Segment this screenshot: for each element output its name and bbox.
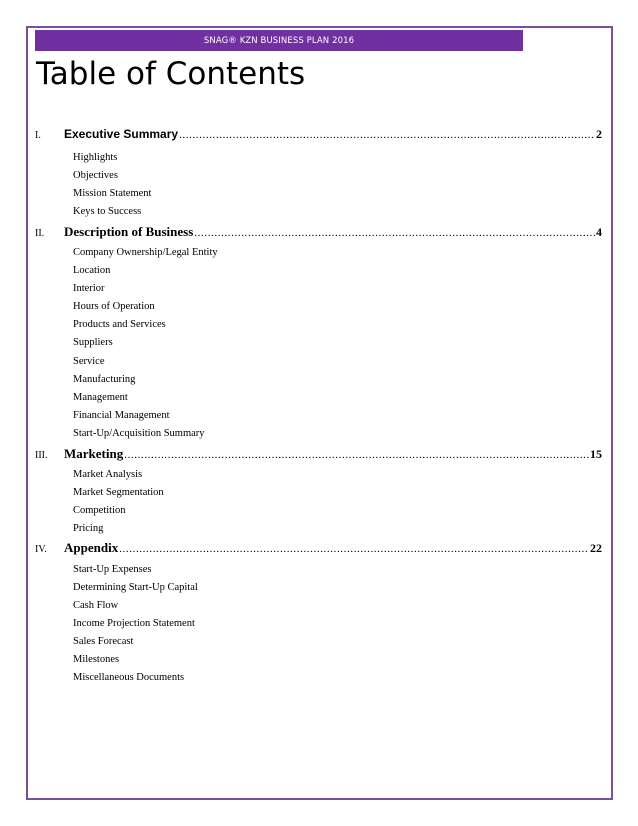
toc-section-3[interactable] — [35, 446, 602, 464]
toc-subitem[interactable]: Miscellaneous Documents — [73, 672, 185, 683]
toc-subitem[interactable]: Market Segmentation — [73, 487, 164, 498]
section-numeral: I. — [35, 130, 41, 141]
toc-subitem[interactable]: Start-Up Expenses — [73, 564, 152, 575]
section-title: Appendix — [64, 540, 119, 555]
toc-subitem[interactable]: Competition — [73, 505, 126, 516]
toc-subitem[interactable]: Hours of Operation — [73, 301, 155, 312]
section-numeral: III. — [35, 450, 48, 461]
page-title: Table of Contents — [36, 56, 306, 92]
section-numeral: II. — [35, 228, 45, 239]
section-title: Executive Summary — [64, 127, 179, 141]
toc-subitem[interactable]: Mission Statement — [73, 188, 152, 199]
toc-section-2[interactable] — [35, 224, 602, 242]
toc-section-1[interactable] — [35, 127, 602, 145]
section-page-number: 2 — [596, 127, 602, 141]
section-title: Marketing — [64, 446, 124, 461]
toc-subitem[interactable]: Cash Flow — [73, 600, 119, 611]
section-page-number: 15 — [590, 447, 602, 461]
toc-subitem[interactable]: Keys to Success — [73, 206, 142, 217]
toc-subitem[interactable]: Service — [73, 356, 105, 367]
toc-subitem[interactable]: Location — [73, 265, 111, 276]
dot-leader — [194, 227, 595, 239]
toc-subitem[interactable]: Market Analysis — [73, 469, 143, 480]
toc-subitem[interactable]: Start-Up/Acquisition Summary — [73, 428, 205, 439]
header-banner — [35, 30, 523, 51]
toc-subitem[interactable]: Manufacturing — [73, 374, 136, 385]
section-page-number: 4 — [596, 225, 602, 239]
section-page-number: 22 — [590, 541, 602, 555]
dot-leader — [179, 129, 595, 141]
toc-section-4[interactable] — [35, 540, 602, 558]
toc-subitem[interactable]: Company Ownership/Legal Entity — [73, 247, 218, 258]
section-numeral: IV. — [35, 544, 47, 555]
toc-subitem[interactable]: Sales Forecast — [73, 636, 134, 647]
toc-subitem[interactable]: Financial Management — [73, 410, 170, 421]
toc-subitem[interactable]: Objectives — [73, 170, 118, 181]
toc-subitem[interactable]: Pricing — [73, 523, 104, 534]
toc-subitem[interactable]: Suppliers — [73, 337, 113, 348]
toc-subitem[interactable]: Income Projection Statement — [73, 618, 195, 629]
section-title: Description of Business — [64, 224, 194, 239]
header-banner-text: SNAG® KZN BUSINESS PLAN 2016 — [203, 35, 355, 46]
toc-subitem[interactable]: Milestones — [73, 654, 120, 665]
toc-subitem[interactable]: Interior — [73, 283, 105, 294]
dot-leader — [124, 449, 589, 461]
toc-subitem[interactable]: Determining Start-Up Capital — [73, 582, 198, 593]
toc-subitem[interactable]: Products and Services — [73, 319, 166, 330]
dot-leader — [119, 543, 589, 555]
toc-subitem[interactable]: Highlights — [73, 152, 118, 163]
toc-subitem[interactable]: Management — [73, 392, 128, 403]
